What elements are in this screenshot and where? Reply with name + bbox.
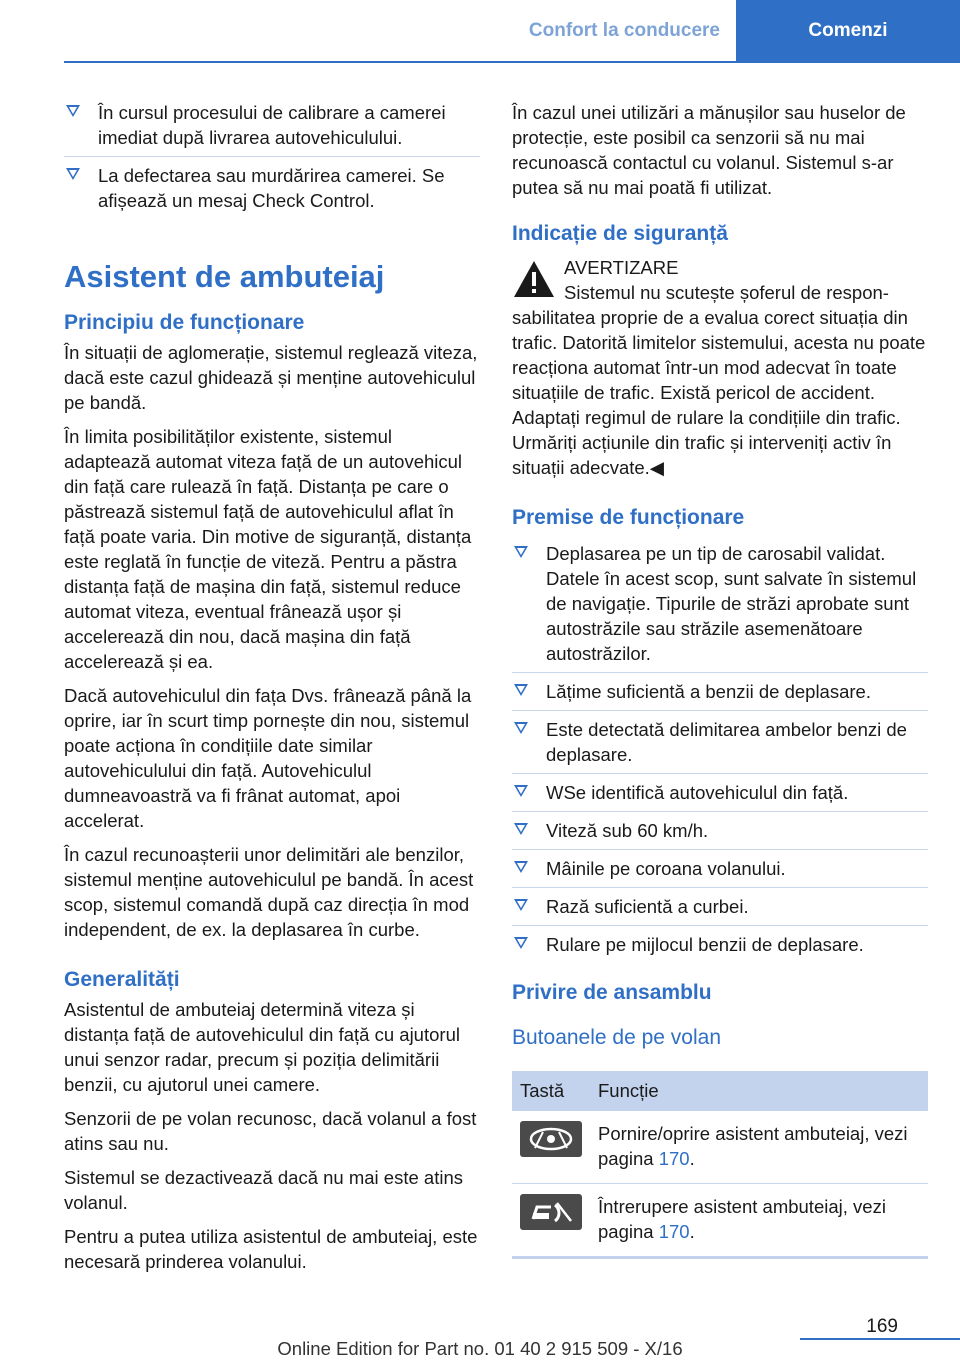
right-column: [512, 100, 928, 1259]
header-section-link[interactable]: Confort la conducere: [528, 20, 720, 41]
bullet-triangle-icon: [514, 684, 528, 696]
table-row: Întrerupere asistent ambuteiaj, vezi pagina 170.: [512, 1184, 928, 1258]
bullet-triangle-icon: [66, 168, 80, 180]
header-current-section[interactable]: Comenzi: [736, 0, 960, 62]
buttons-table: [512, 1071, 928, 1259]
principle-heading: Principiu de funcționare: [64, 311, 305, 334]
warning-first-line: Sistemul nu scutește șoferul de respon-: [564, 282, 889, 303]
paragraph: În limita posibilităților existente, sistemul adaptează automat viteza față de un autovehicul din față care rulează în față. Distanța pe care o păstrează sistemul față de autovehiculul aflat în față poate varia. Din motive de siguranță, distanța este reglată în funcție de viteză. Pentru a păstra distanța față de mașina din față, sistemul reduce automat viteza, eventual frânează ușor și accelerează din nou, dacă mașina din față accelerează și ea.: [64, 426, 472, 672]
bullet-triangle-icon: [514, 861, 528, 873]
left-column: [64, 100, 480, 1283]
camera-conditions-list: [64, 100, 480, 219]
page-footer: [0, 1310, 960, 1362]
bullet-triangle-icon: [514, 937, 528, 949]
premises-heading: Premise de funcționare: [512, 506, 745, 529]
page-link[interactable]: 170: [658, 1148, 690, 1169]
bullet-triangle-icon: [514, 785, 528, 797]
paragraph: În cazul recunoașterii unor delimitări ale benzilor, sistemul menține autovehiculul pe bandă. În acest scop, sistemul comandă după caz direcția în mod independent, de ex. la deplasarea în curbe.: [64, 844, 474, 940]
safety-heading: Indicație de siguranță: [512, 222, 728, 245]
paragraph: Sistemul se dezactivează dacă nu mai este atins volanul.: [64, 1167, 463, 1213]
column-header-function: Funcție: [590, 1071, 928, 1111]
premises-list: [512, 541, 928, 963]
page-header: [0, 0, 960, 62]
list-item: WSe identifică autovehiculul din față.: [512, 780, 928, 812]
paragraph: Asistentul de ambuteiaj determină viteza și distanța față de autovehiculul din față cu ajutorul unui senzor radar, precum și poziția delimitării benzii, cu ajutorul unei camere.: [64, 999, 460, 1095]
bullet-triangle-icon: [514, 546, 528, 558]
list-item: Lățime suficientă a benzii de deplasare.: [512, 679, 928, 711]
list-item: Deplasarea pe un tip de carosabil validat. Datele în acest scop, sunt salvate în sistemul de navigație. Tipurile de străzi aprobate sunt autostrăzile sau străzile asemenătoare autostrăzilor.: [512, 541, 928, 673]
list-item: La defectarea sau murdărirea camerei. Se afișează un mesaj Check Control.: [64, 163, 480, 219]
list-item: Mâinile pe coroana volanului.: [512, 856, 928, 888]
steering-assist-icon: [520, 1121, 582, 1157]
paragraph: Dacă autovehiculul din fața Dvs. frânează până la oprire, iar în scurt timp pornește din nou, sistemul poate acționa în condițiile date similar autovehiculului din față. Autovehiculul dumneavoastră va fi frânat automat, apoi accelerat.: [64, 685, 472, 831]
page-number: 169: [866, 1316, 898, 1337]
list-item: Este detectată delimitarea ambelor benzi de deplasare.: [512, 717, 928, 774]
section-title: Asistent de ambuteiaj: [64, 259, 385, 294]
header-rule: [64, 61, 960, 63]
warning-title: AVERTIZARE: [564, 257, 679, 278]
bullet-triangle-icon: [514, 722, 528, 734]
buttons-heading: Butoanele de pe volan: [512, 1026, 722, 1049]
table-row: Pornire/oprire asistent ambuteiaj, vezi pagina 170.: [512, 1111, 928, 1184]
warning-triangle-icon: [512, 259, 556, 299]
bullet-triangle-icon: [66, 105, 80, 117]
steering-interrupt-icon: [520, 1194, 582, 1230]
paragraph: În situații de aglomerație, sistemul reglează viteza, dacă este cazul ghidează și menține autovehiculul pe bandă.: [64, 342, 478, 413]
page-link[interactable]: 170: [658, 1221, 690, 1242]
paragraph: În cazul unei utilizări a mănușilor sau huselor de protecție, este posibil ca senzorii să nu mai recunoască contactul cu volanul. Sistemul s-ar putea să nu mai poată fi utilizat.: [512, 102, 906, 198]
bullet-triangle-icon: [514, 899, 528, 911]
list-item: În cursul procesului de calibrare a camerei imediat după livrarea autovehiculului.: [64, 100, 480, 157]
general-heading: Generalități: [64, 968, 180, 991]
bullet-triangle-icon: [514, 823, 528, 835]
table-header-row: [512, 1071, 928, 1111]
list-item: Rază suficientă a curbei.: [512, 894, 928, 926]
list-item: Viteză sub 60 km/h.: [512, 818, 928, 850]
list-item: Rulare pe mijlocul benzii de deplasare.: [512, 932, 928, 963]
paragraph: Pentru a putea utiliza asistentul de ambuteiaj, este necesară prinderea volanului.: [64, 1226, 478, 1272]
edition-note: Online Edition for Part no. 01 40 2 915 509 - X/16: [277, 1338, 683, 1359]
warning-body: sabilitatea proprie de a evalua corect situația din trafic. Datorită limitelor sistemului, acesta nu poate reacționa automat într-un mod adecvat în toate situațiile de trafic. Există pericol de accident. Adaptați regimul de rulare la condițiile din trafic. Urmăriți acțiunile din trafic și interveniți activ în situații adecvate.◀: [512, 307, 926, 478]
warning-box: [512, 255, 928, 480]
overview-heading: Privire de ansamblu: [512, 981, 712, 1004]
column-header-key: Tastă: [512, 1071, 590, 1111]
paragraph: Senzorii de pe volan recunosc, dacă volanul a fost atins sau nu.: [64, 1108, 477, 1154]
